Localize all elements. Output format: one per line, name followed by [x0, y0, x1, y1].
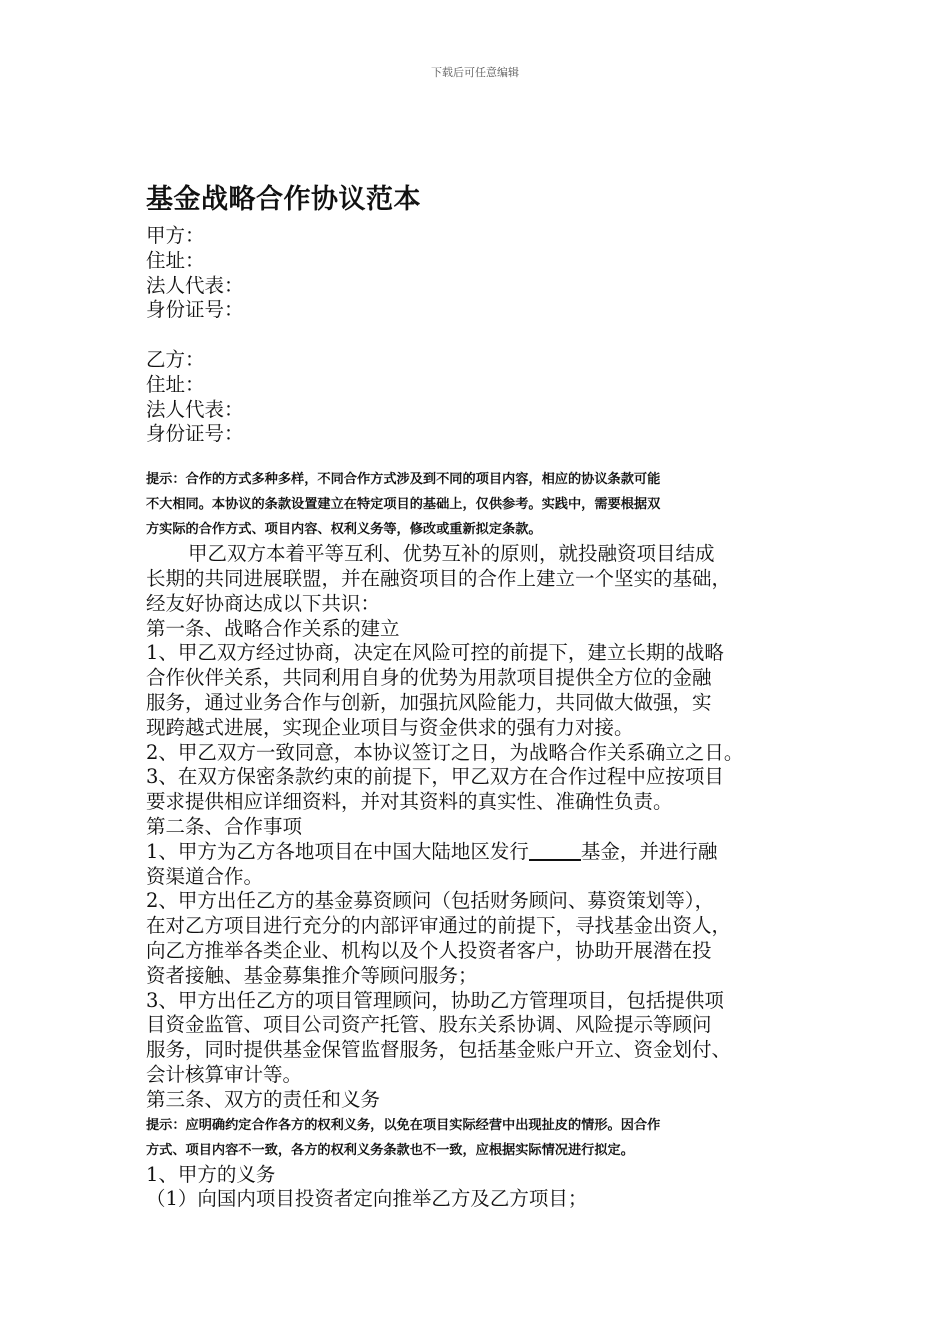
article-3-item-1: （1）向国内项目投资者定向推举乙方及乙方项目； [146, 1187, 588, 1211]
tip-line: 提示：合作的方式多种多样，不同合作方式涉及到不同的项目内容，相应的协议条款可能 [146, 472, 661, 488]
article-2-clause-3-line: 目资金监管、项目公司资产托管、股东关系协调、风险提示等顾问 [146, 1013, 712, 1037]
party-a-address-label: 住址： [146, 248, 205, 272]
article-1-clause-1-line: 1、甲乙双方经过协商，决定在风险可控的前提下，建立长期的战略 [146, 641, 724, 665]
header-note: 下载后可任意编辑 [431, 66, 519, 79]
article-1-clause-2: 2、甲乙双方一致同意，本协议签订之日，为战略合作关系确立之日。 [146, 740, 744, 764]
party-a-rep-label: 法人代表： [146, 273, 244, 297]
article-1-heading: 第一条、战略合作关系的建立 [146, 616, 400, 640]
article-2-clause-1 [146, 840, 816, 865]
party-b-rep-label: 法人代表： [146, 397, 244, 421]
tip-line: 方实际的合作方式、项目内容、权利义务等，修改或重新拟定条款。 [146, 522, 542, 538]
preamble-line: 长期的共同进展联盟，并在融资项目的合作上建立一个坚实的基础， [146, 566, 732, 590]
article-1-clause-1-line: 现跨越式进展，实现企业项目与资金供求的强有力对接。 [146, 715, 634, 739]
article-2-clause-2-line: 2、甲方出任乙方的基金募资顾问（包括财务顾问、募资策划等）， [146, 889, 715, 913]
article-1-clause-3-line: 3、在双方保密条款约束的前提下，甲乙双方在合作过程中应按项目 [146, 765, 724, 789]
article-2-clause-2-line: 向乙方推举各类企业、机构以及个人投资者客户，协助开展潜在投 [146, 938, 712, 962]
article-1 [146, 617, 816, 815]
article-2-clause-1-line: 资渠道合作。 [146, 864, 264, 888]
tip-line: 方式、项目内容不一致，各方的权利义务条款也不一致，应根据实际情况进行拟定。 [146, 1142, 634, 1158]
party-b-address-label: 住址： [146, 372, 205, 396]
preamble [146, 542, 816, 616]
clause-text: 1、甲方为乙方各地项目在中国大陆地区发行 [146, 839, 529, 863]
fund-name-blank[interactable] [529, 841, 581, 861]
document-title: 基金战略合作协议范本 [146, 184, 421, 215]
clause-text: 基金，并进行融 [580, 839, 718, 863]
preamble-line: 甲乙双方本着平等互利、优势互补的原则，就投融资项目结成 [188, 542, 715, 566]
party-a-block [146, 224, 816, 323]
article-2-clause-3-line: 服务，同时提供基金保管监督服务，包括基金账户开立、资金划付、 [146, 1038, 732, 1062]
article-2-clause-2-line: 资者接触、基金募集推介等顾问服务； [146, 963, 478, 987]
article-3-heading: 第三条、双方的责任和义务 [146, 1087, 381, 1111]
article-2-clause-3-line: 3、甲方出任乙方的项目管理顾问，协助乙方管理项目，包括提供项 [146, 988, 724, 1012]
article-3 [146, 1088, 816, 1212]
article-2 [146, 815, 816, 1088]
party-a-name-label: 甲方： [146, 224, 205, 247]
tip-line: 提示：应明确约定合作各方的权利义务，以免在项目实际经营中出现扯皮的情形。因合作 [146, 1117, 661, 1133]
article-2-clause-3-line: 会计核算审计等。 [146, 1062, 303, 1086]
article-1-clause-1-line: 合作伙伴关系，共同利用自身的优势为用款项目提供全方位的金融 [146, 666, 712, 690]
article-1-clause-1-line: 服务，通过业务合作与创新，加强抗风险能力，共同做大做强，实 [146, 690, 712, 714]
party-b-name-label: 乙方： [146, 347, 205, 371]
document-body [146, 180, 816, 1212]
party-b-id-label: 身份证号： [146, 422, 244, 446]
tip-line: 不大相同。本协议的条款设置建立在特定项目的基础上，仅供参考。实践中，需要根据双 [146, 497, 661, 513]
article-2-heading: 第二条、合作事项 [146, 814, 303, 838]
preamble-line: 经友好协商达成以下共识： [146, 591, 381, 615]
party-a-id-label: 身份证号： [146, 298, 244, 322]
tip-cooperation-modes [146, 467, 816, 542]
article-1-clause-3-line: 要求提供相应详细资料，并对其资料的真实性、准确性负责。 [146, 790, 673, 814]
party-b-block [146, 348, 816, 447]
article-2-clause-2-line: 在对乙方项目进行充分的内部评审通过的前提下，寻找基金出资人， [146, 914, 732, 938]
article-3-sub-heading: 1、甲方的义务 [146, 1162, 276, 1186]
